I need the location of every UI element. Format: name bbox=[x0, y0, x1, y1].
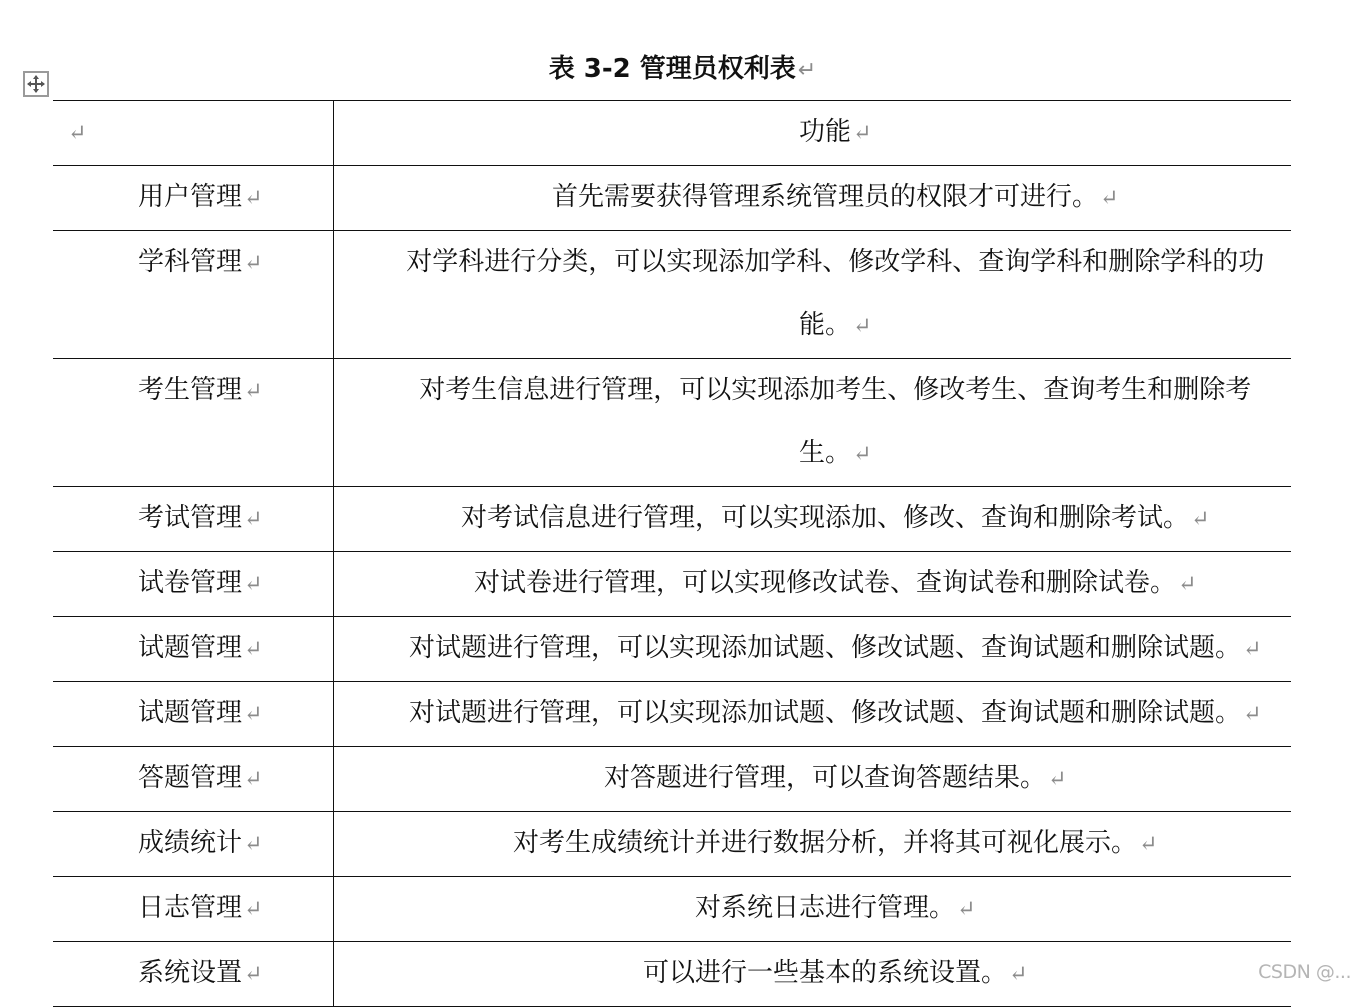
module-name: 用户管理 bbox=[138, 182, 243, 212]
paragraph-mark-icon: ↵ bbox=[853, 313, 872, 339]
watermark: CSDN @... bbox=[1258, 961, 1351, 983]
paragraph-mark-icon: ↵ bbox=[244, 896, 263, 922]
paragraph-mark-icon: ↵ bbox=[244, 506, 263, 532]
paragraph-mark-icon: ↵ bbox=[853, 120, 872, 146]
module-name-cell bbox=[53, 812, 333, 877]
function-description: 对考试信息进行管理，可以实现添加、修改、查询和删除考试。 bbox=[460, 503, 1189, 533]
function-description: 对学科进行分类，可以实现添加学科、修改学科、查询学科和删除学科的功能。 bbox=[406, 247, 1265, 340]
function-cell bbox=[333, 617, 1291, 682]
paragraph-mark-icon: ↵ bbox=[1178, 571, 1197, 597]
function-cell bbox=[333, 942, 1291, 1007]
table-move-handle[interactable] bbox=[23, 71, 49, 97]
function-description: 对系统日志进行管理。 bbox=[694, 893, 955, 923]
module-name: 日志管理 bbox=[138, 893, 243, 923]
function-cell bbox=[333, 747, 1291, 812]
paragraph-mark-icon: ↵ bbox=[244, 701, 263, 727]
paragraph-mark-icon: ↵ bbox=[1100, 185, 1119, 211]
module-name: 系统设置 bbox=[138, 958, 243, 988]
function-cell bbox=[333, 552, 1291, 617]
paragraph-mark-icon: ↵ bbox=[244, 185, 263, 211]
function-cell bbox=[333, 877, 1291, 942]
module-name: 考试管理 bbox=[138, 503, 243, 533]
module-name-cell bbox=[53, 487, 333, 552]
function-cell bbox=[333, 487, 1291, 552]
header-cell-empty bbox=[53, 101, 333, 166]
function-cell bbox=[333, 166, 1291, 231]
paragraph-mark-icon: ↵ bbox=[244, 378, 263, 404]
permissions-table bbox=[53, 100, 1291, 1007]
function-description: 对试题进行管理，可以实现添加试题、修改试题、查询试题和删除试题。 bbox=[408, 633, 1241, 663]
table-row bbox=[53, 617, 1291, 682]
paragraph-mark-icon: ↵ bbox=[244, 961, 263, 987]
module-name-cell bbox=[53, 359, 333, 487]
function-cell bbox=[333, 812, 1291, 877]
paragraph-mark-icon: ↵ bbox=[244, 636, 263, 662]
table-row bbox=[53, 359, 1291, 487]
paragraph-mark-icon: ↵ bbox=[1048, 766, 1067, 792]
paragraph-mark-icon: ↵ bbox=[68, 120, 87, 146]
paragraph-mark-icon: ↵ bbox=[244, 250, 263, 276]
paragraph-mark-icon: ↵ bbox=[1009, 961, 1028, 987]
function-description: 对试题进行管理，可以实现添加试题、修改试题、查询试题和删除试题。 bbox=[408, 698, 1241, 728]
module-name-cell bbox=[53, 166, 333, 231]
module-name-cell bbox=[53, 877, 333, 942]
paragraph-mark-icon: ↵ bbox=[1243, 701, 1262, 727]
table-row bbox=[53, 166, 1291, 231]
module-name: 试卷管理 bbox=[138, 568, 243, 598]
header-cell-function bbox=[333, 101, 1291, 166]
module-name: 答题管理 bbox=[138, 763, 243, 793]
paragraph-mark-icon: ↵ bbox=[1139, 831, 1158, 857]
function-description: 对考生信息进行管理，可以实现添加考生、修改考生、查询考生和删除考生。 bbox=[419, 375, 1252, 468]
function-description: 可以进行一些基本的系统设置。 bbox=[642, 958, 1007, 988]
table-row bbox=[53, 552, 1291, 617]
paragraph-mark-icon: ↵ bbox=[1243, 636, 1262, 662]
paragraph-mark-icon: ↵ bbox=[1191, 506, 1210, 532]
paragraph-mark-icon: ↵ bbox=[853, 441, 872, 467]
module-name-cell bbox=[53, 617, 333, 682]
table-row bbox=[53, 942, 1291, 1007]
paragraph-mark-icon: ↵ bbox=[244, 766, 263, 792]
module-name-cell bbox=[53, 682, 333, 747]
table-row bbox=[53, 877, 1291, 942]
function-description: 首先需要获得管理系统管理员的权限才可进行。 bbox=[551, 182, 1098, 212]
table-row bbox=[53, 812, 1291, 877]
table-row bbox=[53, 231, 1291, 359]
table-caption bbox=[0, 50, 1365, 89]
header-col2: 功能 bbox=[798, 117, 851, 147]
table-row bbox=[53, 487, 1291, 552]
module-name: 成绩统计 bbox=[138, 828, 243, 858]
function-cell bbox=[333, 231, 1291, 359]
paragraph-mark-icon: ↵ bbox=[244, 571, 263, 597]
caption-text: 表 3-2 管理员权利表 bbox=[548, 54, 796, 84]
module-name-cell bbox=[53, 231, 333, 359]
module-name-cell bbox=[53, 747, 333, 812]
function-description: 对考生成绩统计并进行数据分析，并将其可视化展示。 bbox=[512, 828, 1137, 858]
function-description: 对答题进行管理，可以查询答题结果。 bbox=[603, 763, 1046, 793]
module-name-cell bbox=[53, 942, 333, 1007]
function-cell bbox=[333, 359, 1291, 487]
table-row bbox=[53, 747, 1291, 812]
module-name-cell bbox=[53, 552, 333, 617]
table-header-row bbox=[53, 101, 1291, 166]
module-name: 试题管理 bbox=[138, 633, 243, 663]
table-row bbox=[53, 682, 1291, 747]
function-description: 对试卷进行管理，可以实现修改试卷、查询试卷和删除试卷。 bbox=[473, 568, 1176, 598]
module-name: 试题管理 bbox=[138, 698, 243, 728]
paragraph-mark-icon: ↵ bbox=[244, 831, 263, 857]
function-cell bbox=[333, 682, 1291, 747]
paragraph-mark-icon: ↵ bbox=[797, 57, 817, 83]
module-name: 学科管理 bbox=[138, 247, 243, 277]
module-name: 考生管理 bbox=[138, 375, 243, 405]
paragraph-mark-icon: ↵ bbox=[957, 896, 976, 922]
move-arrows-icon bbox=[26, 74, 46, 94]
